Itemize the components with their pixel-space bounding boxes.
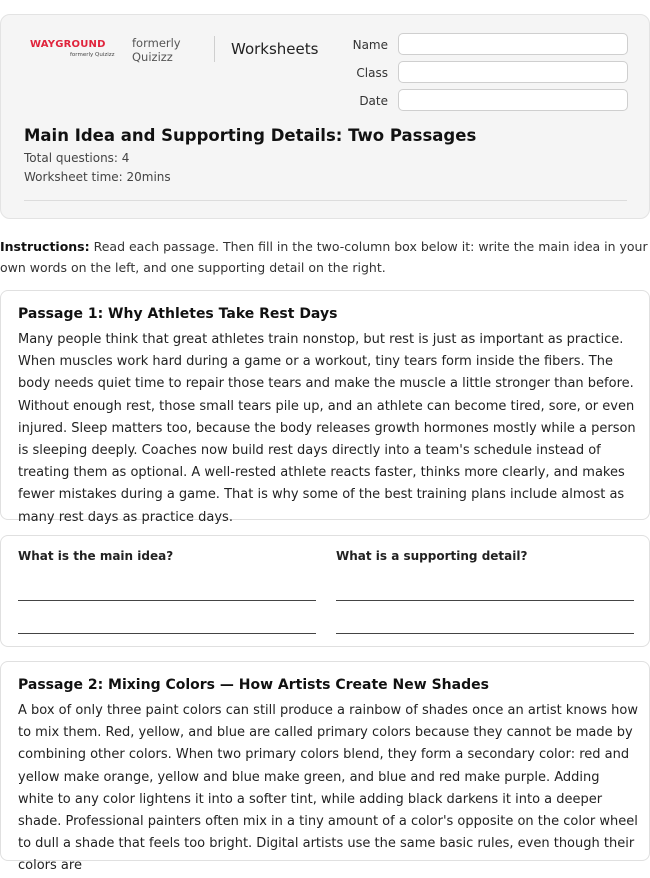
wayground-logo — [30, 39, 118, 61]
worksheet-header — [0, 14, 650, 219]
passage-1-text: Many people think that great athletes train nonstop, but rest is just as important as practice. When muscles work hard during a game or a workout, tiny tears form inside the fibers. The body needs quiet time to repair those tears and make the muscle a little stronger than before. Without enough rest, those small tears pile up, and an athlete can become tired, sore, or even injured. Sleep matters too, because the body releases growth hormones mostly while a person is sleeping deeply. Coaches now build rest days directly into a team's schedule instead of treating them as optional. A well-rested athlete reacts faster, thinks more clearly, and makes fewer mistakes during a game. That is why some of the best training plans include almost as many rest days as practice days. — [18, 332, 636, 525]
passage-1-card — [0, 290, 650, 525]
instructions-text: Read each passage. Then fill in the two-column box below it: write the main idea in your own words on the left, and one supporting detail on the right. — [0, 239, 648, 275]
main-idea-label: What is the main idea? — [18, 549, 174, 563]
passage-1-title: Passage 1: Why Athletes Take Rest Days — [18, 306, 338, 322]
worksheets-label: Worksheets — [231, 40, 319, 58]
supporting-detail-line-2[interactable] — [336, 633, 634, 634]
logo-subtext: formerly Quizizz — [70, 52, 115, 58]
main-idea-line-1[interactable] — [18, 600, 316, 601]
date-field[interactable] — [398, 89, 628, 111]
formerly-quizizz-text: formerly Quizizz — [132, 36, 181, 64]
header-rule — [24, 200, 627, 201]
name-label: Name — [352, 38, 388, 52]
name-field[interactable] — [398, 33, 628, 55]
date-label: Date — [359, 94, 388, 108]
instructions — [0, 236, 650, 278]
worksheet-title: Main Idea and Supporting Details: Two Passages — [24, 126, 477, 145]
logo-wordmark: WAYGROUND — [30, 39, 106, 50]
supporting-detail-label: What is a supporting detail? — [336, 549, 528, 563]
total-questions: Total questions: 4 — [24, 151, 130, 165]
header-divider — [214, 36, 215, 62]
supporting-detail-line-1[interactable] — [336, 600, 634, 601]
instructions-label: Instructions: — [0, 239, 90, 254]
answer-box-1 — [0, 535, 650, 647]
class-label: Class — [356, 66, 388, 80]
passage-2-title: Passage 2: Mixing Colors — How Artists Create New Shades — [18, 677, 489, 693]
passage-2-card — [0, 661, 650, 874]
class-field[interactable] — [398, 61, 628, 83]
worksheet-time: Worksheet time: 20mins — [24, 170, 171, 184]
main-idea-line-2[interactable] — [18, 633, 316, 634]
passage-2-text: A box of only three paint colors can still produce a rainbow of shades once an artist knows how to mix them. Red, yellow, and blue are called primary colors because they cannot be made by combining other colors. When two primary colors blend, they form a secondary color: red and yellow make orange, yellow and blue make green, and blue and red make purple. Adding white to any color lightens it into a softer tint, while adding black darkens it into a deeper shade. Professional painters often mix in a tiny amount of a color's opposite on the color wheel to dull a shade that feels too bright. Digital artists use the same basic rules, even though their colors are — [18, 703, 638, 874]
